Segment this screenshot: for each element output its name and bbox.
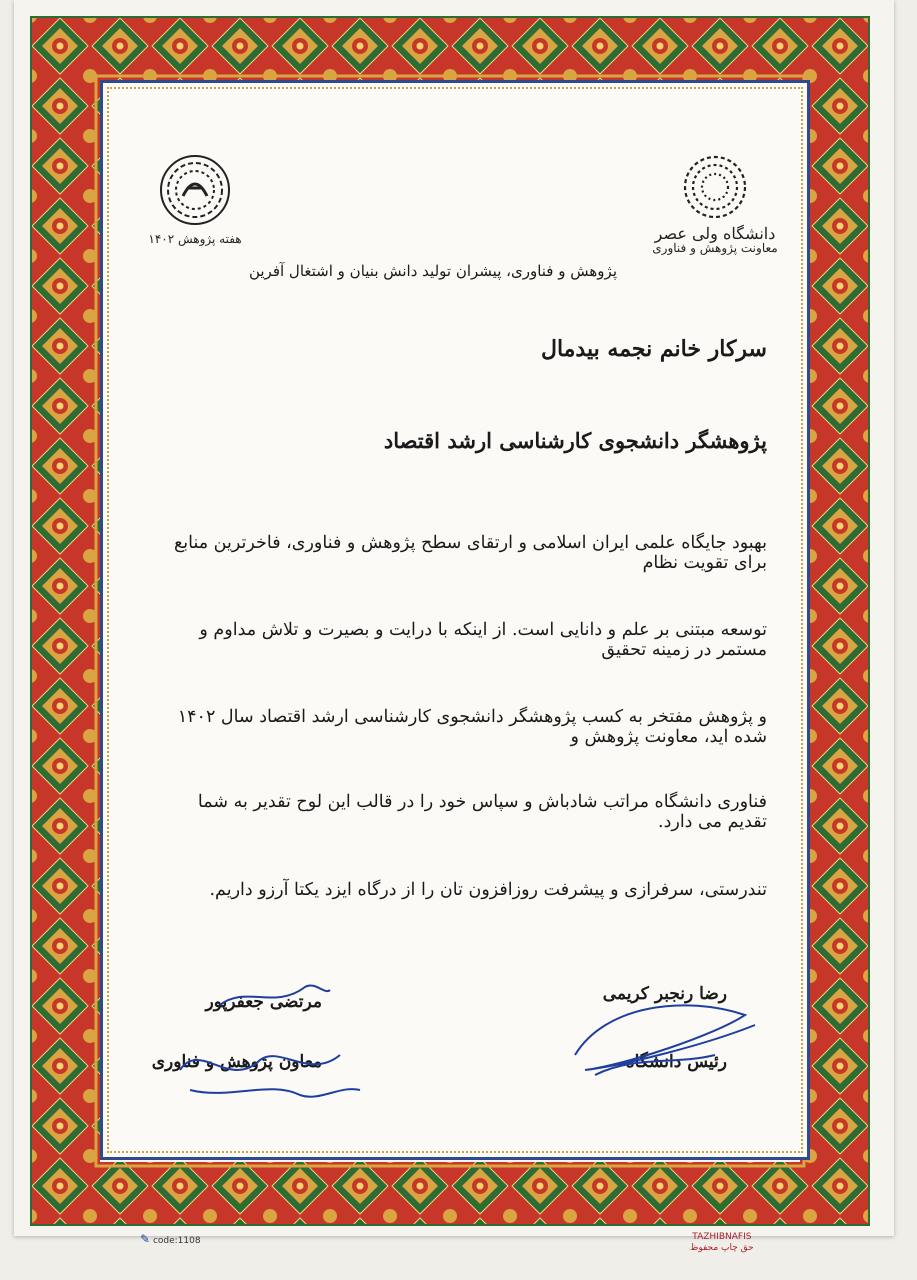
research-week-caption: هفته پژوهش ۱۴۰۲ (148, 232, 242, 246)
president-title: رئیس دانشگاه (625, 1052, 727, 1072)
footer-code-text: code:1108 (152, 1236, 201, 1246)
recipient-title: پژوهشگر دانشجوی کارشناسی ارشد اقتصاد (383, 428, 767, 453)
body-line-5: تندرستی، سرفرازی و پیشرفت روزافزون تان را از درگاه ایزد یکتا آرزو داریم. (209, 880, 767, 900)
footer-brand (690, 1232, 754, 1254)
footer-brand-name: TAZHIBNAFIS (692, 1232, 752, 1242)
body-line-1: بهبود جایگاه علمی ایران اسلامی و ارتقای سطح پژوهش و فناوری، فاخرترین منابع برای تقویت نظام (173, 533, 767, 573)
recipient-salutation: سرکار خانم نجمه بیدمال (540, 336, 767, 362)
body-line-2: توسعه مبتنی بر علم و دانایی است. از اینکه با درایت و بصیرت و تلاش مداوم و مستمر در زمینه تحقیق (199, 620, 767, 660)
vice-president-name: مرتضی جعفرپور (205, 992, 322, 1012)
president-name: رضا رنجبر کریمی (602, 984, 727, 1004)
vice-president-title: معاون پژوهش و فناوری (151, 1052, 322, 1072)
footer-logo-icon: ✎ (140, 1232, 151, 1246)
vice-president-signature (170, 1030, 370, 1110)
research-week-logo (140, 152, 250, 262)
footer-brand-sub: حق چاپ محفوظ (690, 1243, 754, 1253)
university-department: معاونت پژوهش و فناوری (652, 241, 778, 255)
vice-president-initials (215, 975, 335, 1015)
footer-code (140, 1232, 201, 1246)
certificate-headline: پژوهش و فناوری، پیشران تولید دانش بنیان و اشتغال آفرین (248, 262, 617, 280)
university-emblem-icon (670, 152, 760, 222)
university-name: دانشگاه ولی عصر (654, 224, 776, 243)
body-line-4: فناوری دانشگاه مراتب شادباش و سپاس خود را در قالب این لوح تقدیر به شما تقدیم می دارد. (197, 792, 767, 832)
body-line-3: و پژوهش مفتخر به کسب پژوهشگر دانشجوی کارشناسی ارشد اقتصاد سال ۱۴۰۲ شده اید، معاونت پژوهش و (177, 707, 767, 747)
research-week-emblem-icon (157, 152, 233, 228)
president-signature (565, 995, 765, 1085)
university-logo (640, 152, 790, 272)
